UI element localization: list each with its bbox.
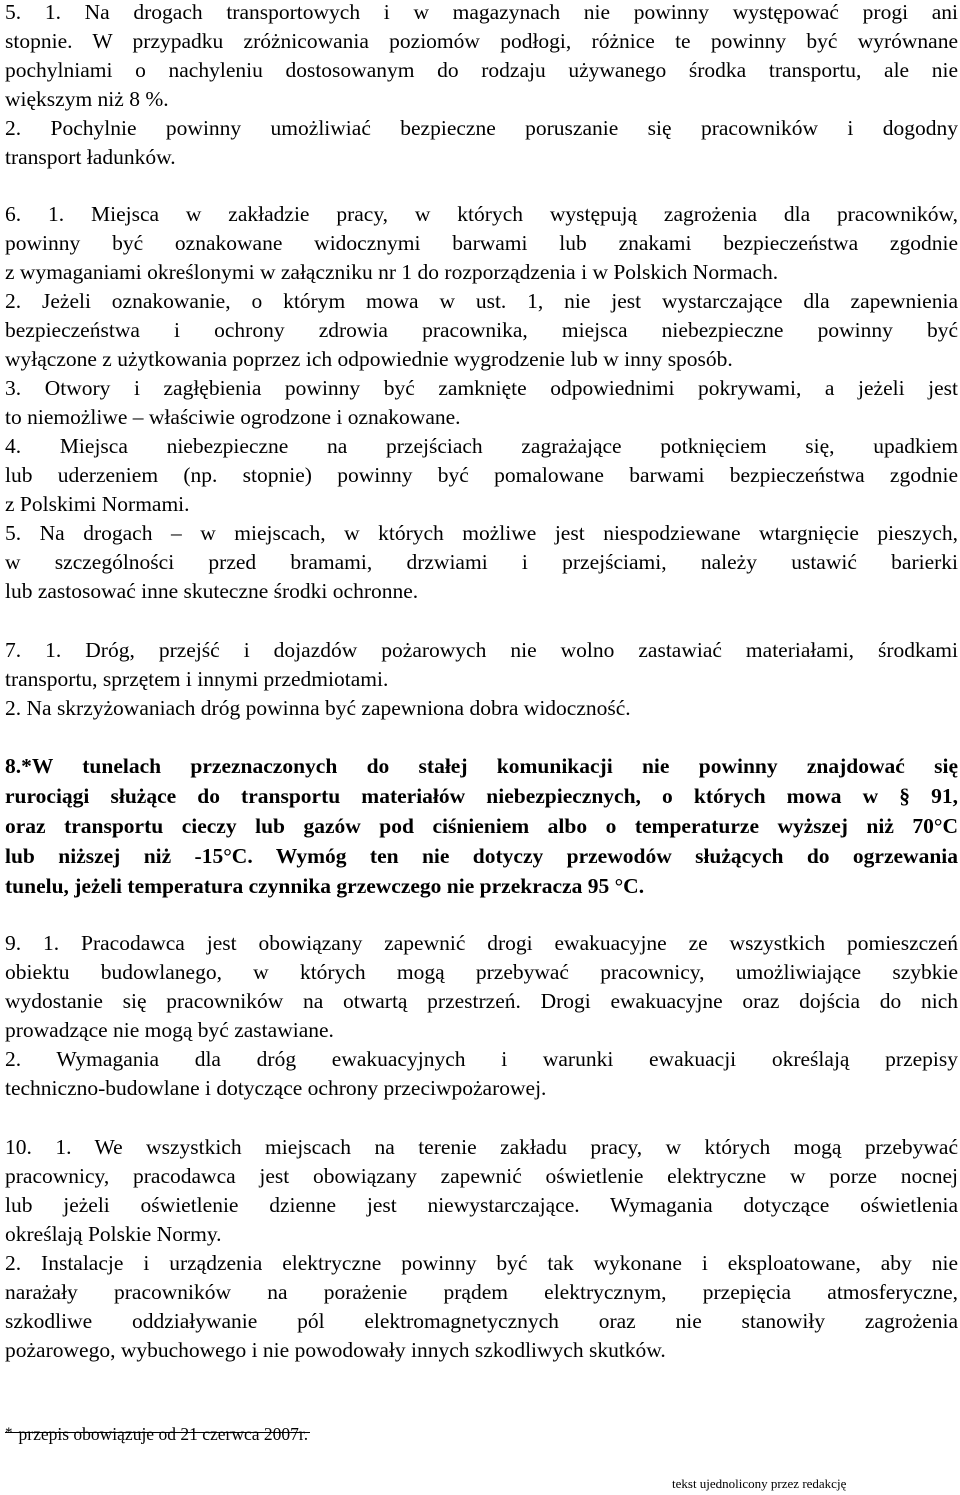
text-line-bold: lub niższej niż -15°C. Wymóg ten nie dotyczy przewodów służących do ogrzewania [5, 844, 958, 868]
text-line: 2. Pochylnie powinny umożliwiać bezpieczne poruszanie się pracowników i dogodny [5, 116, 958, 140]
text-line: z Polskimi Normami. [5, 492, 190, 516]
text-line: w szczególności przed bramami, drzwiami i przejściami, należy ustawić barierki [5, 550, 958, 574]
text-line: transportu, sprzętem i innymi przedmiotami. [5, 667, 389, 691]
text-line: wydostanie się pracowników na otwartą przestrzeń. Drogi ewakuacyjne oraz dojścia do nich [5, 989, 958, 1013]
text-line: lub uderzeniem (np. stopnie) powinny być pomalowane barwami bezpieczeństwa zgodnie [5, 463, 958, 487]
text-line: 3. Otwory i zagłębienia powinny być zamknięte odpowiednimi pokrywami, a jeżeli jest [5, 376, 958, 400]
text-line: 2. Wymagania dla dróg ewakuacyjnych i warunki ewakuacji określają przepisy [5, 1047, 958, 1071]
text-line: 4. Miejsca niebezpieczne na przejściach zagrażające potknięciem się, upadkiem [5, 434, 958, 458]
text-line: 6. 1. Miejsca w zakładzie pracy, w których występują zagrożenia dla pracowników, [5, 202, 958, 226]
text-line: szkodliwe oddziaływanie pól elektromagnetycznych oraz nie stanowiły zagrożenia [5, 1309, 958, 1333]
text-line-bold: oraz transportu cieczy lub gazów pod ciśnieniem albo o temperaturze wyższej niż 70°C [5, 814, 958, 838]
text-line: stopnie. W przypadku zróżnicowania poziomów podłogi, różnice te powinny być wyrównane [5, 29, 958, 53]
text-line: 5. Na drogach – w miejscach, w których możliwe jest niespodziewane wtargnięcie pieszych, [5, 521, 958, 545]
text-line: bezpieczeństwa i ochrony zdrowia pracownika, miejsca niebezpieczne powinny być [5, 318, 958, 342]
text-line: 9. 1. Pracodawca jest obowiązany zapewnić drogi ewakuacyjne ze wszystkich pomieszczeń [5, 931, 958, 955]
text-line: obiektu budowlanego, w których mogą przebywać pracownicy, umożliwiające szybkie [5, 960, 958, 984]
text-line: powinny być oznakowane widocznymi barwami lub znakami bezpieczeństwa zgodnie [5, 231, 958, 255]
text-line: z wymaganiami określonymi w załączniku nr 1 do rozporządzenia i w Polskich Normach. [5, 260, 779, 284]
text-line: pochylniami o nachyleniu dostosowanym do rodzaju używanego środka transportu, ale nie [5, 58, 958, 82]
footnote-marker: * [5, 1425, 13, 1441]
text-line: 7. 1. Dróg, przejść i dojazdów pożarowych nie wolno zastawiać materiałami, środkami [5, 638, 958, 662]
text-line: narażały pracowników na porażenie prądem elektrycznym, przepięcia atmosferyczne, [5, 1280, 958, 1304]
text-line: 2. Jeżeli oznakowanie, o którym mowa w ust. 1, nie jest wystarczające dla zapewnienia [5, 289, 958, 313]
footnote-text: przepis obowiązuje od 21 czerwca 2007r. [18, 1424, 309, 1444]
text-line-bold: rurociągi służące do transportu materiałów niebezpiecznych, o których mowa w § 91, [5, 784, 958, 808]
text-line: pracownicy, pracodawca jest obowiązany zapewnić oświetlenie elektryczne w porze nocnej [5, 1164, 958, 1188]
text-line: lub jeżeli oświetlenie dzienne jest niewystarczające. Wymagania dotyczące oświetlenia [5, 1193, 958, 1217]
text-line: 2. Instalacje i urządzenia elektryczne powinny być tak wykonane i eksploatowane, aby nie [5, 1251, 958, 1275]
editorial-note: tekst ujednolicony przez redakcję [672, 1476, 847, 1491]
text-line: lub zastosować inne skuteczne środki ochronne. [5, 579, 419, 603]
text-line: transport ładunków. [5, 145, 176, 169]
text-line-bold: 8.*W tunelach przeznaczonych do stałej komunikacji nie powinny znajdować się [5, 754, 958, 778]
text-line: 10. 1. We wszystkich miejscach na terenie zakładu pracy, w których mogą przebywać [5, 1135, 958, 1159]
text-line: wyłączone z użytkowania poprzez ich odpowiednie wygrodzenie lub w inny sposób. [5, 347, 733, 371]
text-line: większym niż 8 %. [5, 87, 169, 111]
text-line: określają Polskie Normy. [5, 1222, 222, 1246]
text-line: 5. 1. Na drogach transportowych i w magazynach nie powinny występować progi ani [5, 0, 958, 24]
text-line: to niemożliwe – właściwie ogrodzone i oznakowane. [5, 405, 461, 429]
text-line: pożarowego, wybuchowego i nie powodowały innych szkodliwych skutków. [5, 1338, 666, 1362]
text-line: 2. Na skrzyżowaniach dróg powinna być zapewniona dobra widoczność. [5, 696, 631, 720]
footnote [5, 1421, 308, 1449]
text-line-bold: tunelu, jeżeli temperatura czynnika grzewczego nie przekracza 95 °C. [5, 874, 645, 898]
text-line: techniczno-budowlane i dotyczące ochrony przeciwpożarowej. [5, 1076, 547, 1100]
text-line: prowadzące nie mogą być zastawiane. [5, 1018, 334, 1042]
